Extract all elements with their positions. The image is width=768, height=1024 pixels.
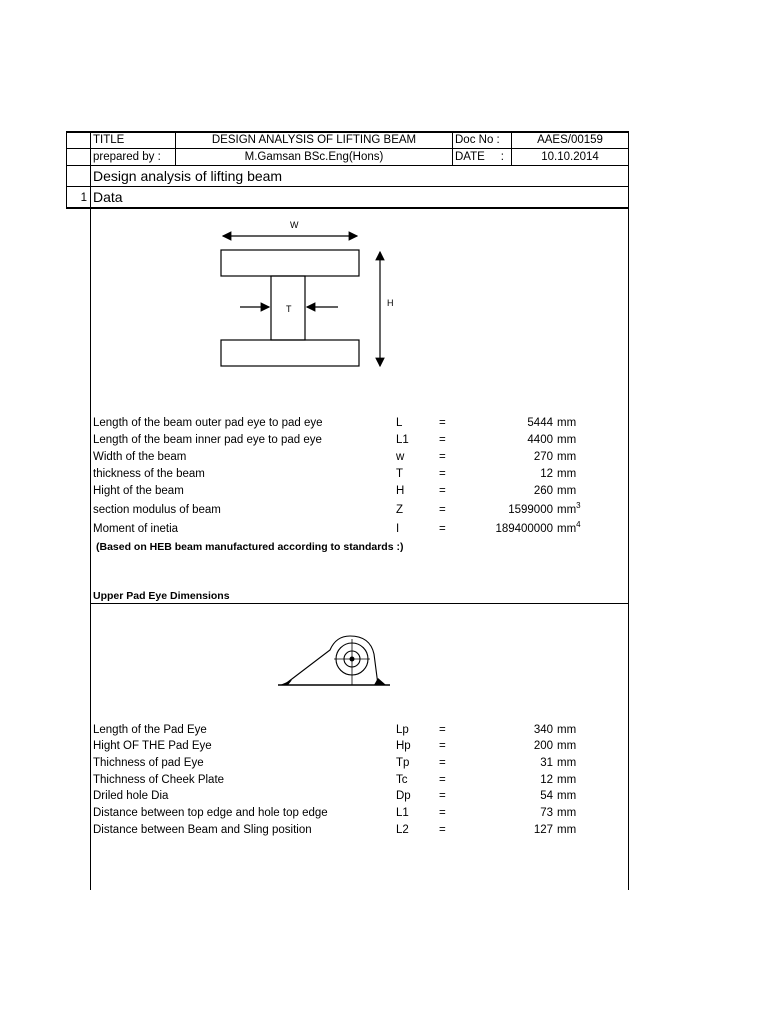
pad-row-label: Driled hole Dia	[93, 790, 169, 802]
doc-no-value: AAES/00159	[537, 134, 603, 146]
beam-row-symbol: I	[396, 523, 400, 535]
beam-row-value: 189400000	[495, 523, 553, 535]
pad-row-equals: =	[439, 790, 446, 802]
beam-row-symbol: H	[396, 485, 405, 497]
content-left-border	[90, 131, 91, 890]
pad-row-value: 200	[533, 740, 553, 752]
pad-row-value: 73	[540, 807, 553, 819]
beam-row-equals: =	[439, 417, 446, 429]
beam-row-unit: mm	[557, 468, 577, 480]
pad-row-unit: mm	[557, 774, 577, 786]
beam-row-value: 1599000	[508, 504, 553, 516]
pad-row-label: Thichness of Cheek Plate	[93, 774, 225, 786]
pad-row-value: 31	[540, 757, 553, 769]
section-number: 1	[80, 192, 87, 204]
h-dimension-label: H	[387, 298, 394, 308]
pad-row-unit: mm	[557, 740, 577, 752]
content-right-border	[628, 131, 629, 890]
pad-row-symbol: Tc	[396, 774, 408, 786]
beam-row-unit-exponent: 3	[576, 501, 581, 510]
beam-row-label: Moment of inetia	[93, 523, 179, 535]
pad-row-label: Distance between top edge and hole top edge	[93, 807, 328, 819]
beam-row-equals: =	[439, 523, 446, 535]
beam-row-label: thickness of the beam	[93, 468, 205, 480]
beam-row-label: section modulus of beam	[93, 504, 221, 516]
prepared-by-label: prepared by :	[93, 151, 161, 163]
beam-row-unit-exponent: 4	[576, 520, 581, 529]
title-label: TITLE	[93, 134, 125, 146]
beam-row-equals: =	[439, 451, 446, 463]
pad-row-unit: mm	[557, 757, 577, 769]
beam-row-unit: mm	[557, 417, 577, 429]
pad-row-value: 54	[540, 790, 553, 802]
pad-row-symbol: Hp	[396, 740, 411, 752]
pad-row-unit: mm	[557, 807, 577, 819]
beam-row-value: 270	[533, 451, 553, 463]
pad-row-equals: =	[439, 824, 446, 836]
beam-row-equals: =	[439, 485, 446, 497]
bottom-flange	[221, 340, 359, 366]
pad-row-label: Hight OF THE Pad Eye	[93, 740, 212, 752]
top-flange	[221, 250, 359, 276]
beam-row-value: 12	[540, 468, 553, 480]
pad-row-symbol: Tp	[396, 757, 410, 769]
beam-row-symbol: Z	[396, 504, 404, 516]
header-col-divider-2	[452, 131, 453, 166]
beam-row-value: 5444	[527, 417, 553, 429]
beam-row-equals: =	[439, 504, 446, 516]
pad-row-value: 340	[533, 724, 553, 736]
document-heading: Design analysis of lifting beam	[93, 168, 283, 184]
beam-row-label: Length of the beam outer pad eye to pad eye	[93, 417, 323, 429]
header-left-border	[66, 131, 67, 166]
beam-row-equals: =	[439, 468, 446, 480]
beam-row-equals: =	[439, 434, 446, 446]
beam-row-symbol: L1	[396, 434, 409, 446]
pad-eye-diagram	[274, 630, 394, 690]
prepared-by-value: M.Gamsan BSc.Eng(Hons)	[244, 151, 384, 163]
pad-row-label: Length of the Pad Eye	[93, 724, 207, 736]
pad-row-unit: mm	[557, 790, 577, 802]
pad-row-value: 127	[533, 824, 553, 836]
pad-eye-heading: Upper Pad Eye Dimensions	[93, 590, 230, 602]
pad-row-symbol: Dp	[396, 790, 411, 802]
beam-row-label: Length of the beam inner pad eye to pad eye	[93, 434, 322, 446]
beam-row-value: 4400	[527, 434, 553, 446]
beam-row-unit: mm	[557, 485, 577, 497]
beam-row-symbol: w	[396, 451, 405, 463]
beam-row-unit: mm	[557, 434, 577, 446]
pad-row-unit: mm	[557, 824, 577, 836]
pad-row-equals: =	[439, 724, 446, 736]
t-dimension-label: T	[286, 304, 292, 314]
beam-row-unit: mm	[557, 451, 577, 463]
beam-row-unit: $mm^3$	[557, 501, 581, 516]
pad-row-value: 12	[540, 774, 553, 786]
pad-row-symbol: L2	[396, 824, 409, 836]
beam-row-value: 260	[533, 485, 553, 497]
pad-row-label: Distance between Beam and Sling position	[93, 824, 312, 836]
beam-cross-section-diagram	[210, 212, 410, 372]
doc-no-label: Doc No :	[455, 134, 500, 146]
pad-row-equals: =	[439, 774, 446, 786]
date-value: 10.10.2014	[541, 151, 599, 163]
title-value: DESIGN ANALYSIS OF LIFTING BEAM	[211, 134, 417, 146]
pad-row-unit: mm	[557, 724, 577, 736]
w-dimension-label: W	[290, 220, 299, 230]
pad-row-equals: =	[439, 740, 446, 752]
pad-eye-section-divider	[90, 603, 628, 604]
pad-row-equals: =	[439, 757, 446, 769]
beam-row-label: Hight of the beam	[93, 485, 184, 497]
pad-row-label: Thichness of pad Eye	[93, 757, 204, 769]
header-bottom-border	[66, 165, 629, 166]
pad-row-symbol: Lp	[396, 724, 409, 736]
beam-standard-note: (Based on HEB beam manufactured according to standards :)	[96, 541, 404, 553]
beam-row-symbol: T	[396, 468, 404, 480]
date-label: DATE :	[455, 151, 504, 163]
header-row-divider	[66, 148, 629, 149]
beam-row-label: Width of the beam	[93, 451, 187, 463]
pad-row-equals: =	[439, 807, 446, 819]
heading-row-divider	[66, 186, 629, 187]
section-title: Data	[93, 189, 123, 205]
beam-row-unit: $mm^4$	[557, 520, 581, 535]
beam-row-symbol: L	[396, 417, 403, 429]
pad-row-symbol: L1	[396, 807, 409, 819]
section-title-underline	[66, 207, 629, 209]
